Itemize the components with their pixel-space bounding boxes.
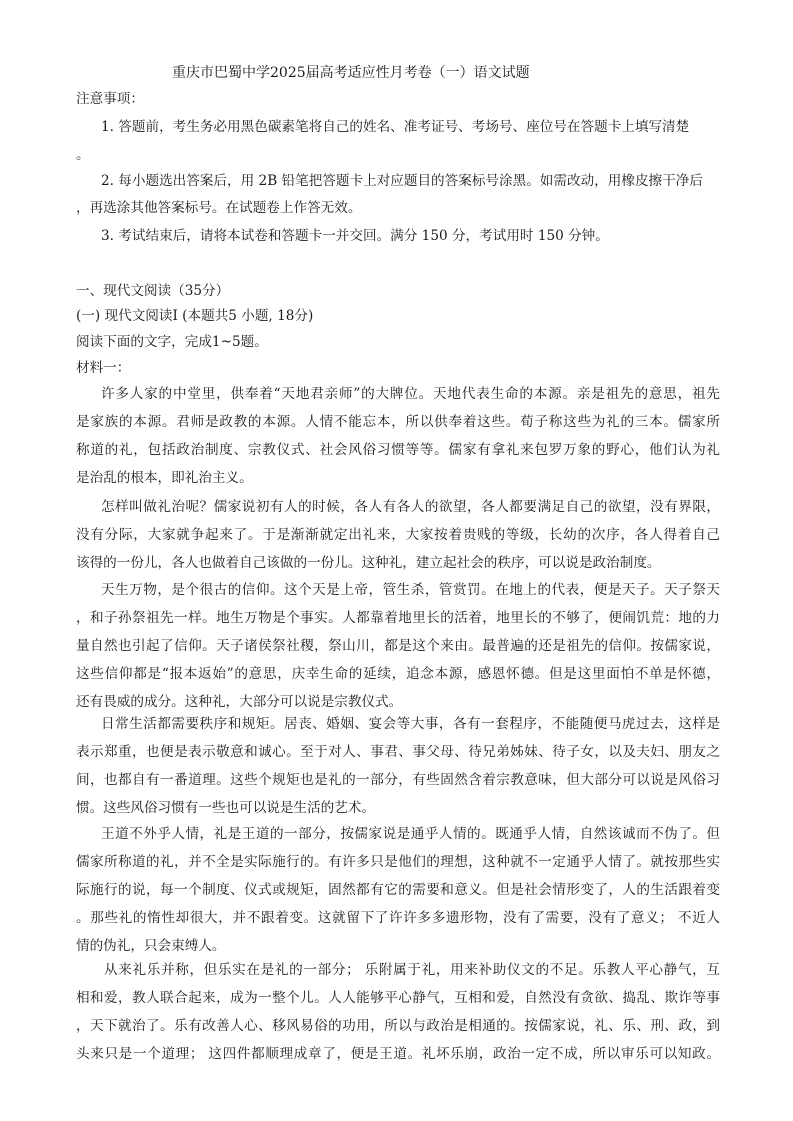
notice-1-line-1: 1. 答题前，考生务必用黑色碳素笔将自己的姓名、准考证号、考场号、座位号在答题卡上填写清楚	[101, 119, 690, 135]
paragraph-line: 儒家所称道的礼，并不全是实际施行的。有许多只是他们的理想，这种就不一定通乎人情了。就按那些实	[76, 854, 720, 870]
paragraph-line: 际施行的说，每一个制度、仪式或规矩，固然都有它的需要和意义。但是社会情形变了，人的生活跟着变	[76, 882, 720, 898]
paragraph-line: 是治乱的根本，即礼治主义。	[76, 470, 253, 486]
paragraph-4	[76, 710, 720, 822]
paragraph-line: 王道不外乎人情，礼是王道的一部分，按儒家说是通乎人情的。既通乎人情，自然该诚而不伪了。但	[101, 826, 720, 842]
paragraph-line: 该得的一份儿，各人也做着自己该做的一份儿。这种礼，建立起社会的秩序，可以说是政治制度。	[76, 555, 661, 571]
notice-3-line-1: 3. 考试结束后，请将本试卷和答题卡一并交回。满分 150 分，考试用时 150 分钟。	[101, 228, 609, 244]
paragraph-line: 许多人家的中堂里，供奉着“天地君亲师”的大牌位。天地代表生命的本源。亲是祖先的意思，祖先	[101, 386, 720, 402]
paragraph-5	[76, 820, 720, 960]
paragraph-line: 间，也都自有一番道理。这些个规矩也是礼的一部分，有些固然含着宗教意味，但大部分可以说是风俗习	[76, 772, 720, 788]
paragraph-line: 相和爱，教人联合起来，成为一整个儿。人人能够平心静气，互相和爱，自然没有贪欲、捣乱、欺诈等事	[76, 990, 720, 1006]
paragraph-line: 头来只是一个道理； 这四件都顺理成章了，便是王道。礼坏乐崩，政治一定不成，所以审乐可以知政。	[76, 1046, 720, 1062]
paragraph-line: 怎样叫做礼治呢？儒家说初有人的时候，各人有各人的欲望，各人都要满足自己的欲望，没有界限，	[101, 499, 720, 515]
paragraph-line: 没有分际，大家就争起来了。于是渐渐就定出礼来，大家按着贵贱的等级，长幼的次序，各人得着自己	[76, 527, 720, 543]
paragraph-line: ，和子孙祭祖先一样。地生万物是个事实。人都靠着地里长的活着，地里长的不够了，便闹饥荒：地的力	[76, 610, 720, 626]
paragraph-line: ，天下就治了。乐有改善人心、移风易俗的功用，所以与政治是相通的。按儒家说，礼、乐、刑、政，到	[76, 1018, 720, 1034]
paragraph-1	[76, 380, 720, 492]
section-heading: 一、现代文阅读（35分）	[76, 283, 230, 299]
paragraph-line: 还有畏威的成分。这种礼，大部分可以说是宗教仪式。	[76, 694, 403, 710]
paragraph-3	[76, 576, 720, 716]
paragraph-line: 表示郑重，也便是表示敬意和诚心。至于对人、事君、事父母、待兄弟姊妹、待子女，以及夫妇、朋友之	[76, 744, 720, 760]
paragraph-line: 天生万物，是个很古的信仰。这个天是上帝，管生杀，管赏罚。在地上的代表，便是天子。天子祭天	[101, 582, 720, 598]
paragraph-2	[76, 493, 720, 577]
paragraph-line: 称道的礼，包括政治制度、宗教仪式、社会风俗习惯等等。儒家有拿礼来包罗万象的野心，他们认为礼	[76, 442, 720, 458]
paragraph-line: 这些信仰都是“报本返始”的意思，庆幸生命的延续，追念本源，感恩怀德。但是这里面怕不单是怀德，	[76, 666, 720, 682]
paragraph-line: 日常生活都需要秩序和规矩。居丧、婚姻、宴会等大事，各有一套程序，不能随便马虎过去，这样是	[101, 716, 720, 732]
notice-2-line-1: 2. 每小题选出答案后，用 2B 铅笔把答题卡上对应题目的答案标号涂黑。如需改动，用橡皮擦干净后	[101, 173, 703, 189]
exam-title: 重庆市巴蜀中学2025届高考适应性月考卷（一）语文试题	[172, 65, 530, 81]
paragraph-line: 从来礼乐并称，但乐实在是礼的一部分； 乐附属于礼，用来补助仪文的不足。乐教人平心静气，互	[104, 962, 720, 978]
paragraph-6	[76, 956, 720, 1068]
notice-1-line-2: 。	[76, 147, 90, 163]
paragraph-line: 。那些礼的惰性却很大，并不跟着变。这就留下了许许多多遗形物，没有了需要，没有了意义； 不近人	[76, 910, 720, 926]
reading-instruction: 阅读下面的文字，完成1~5题。	[76, 334, 268, 350]
notice-2-line-2: ，再选涂其他答案标号。在试题卷上作答无效。	[76, 200, 362, 216]
paragraph-line: 量自然也引起了信仰。天子诸侯祭社稷，祭山川，都是这个来由。最普遍的还是祖先的信仰。按儒家说，	[76, 638, 720, 654]
notice-heading: 注意事项：	[76, 91, 144, 107]
paragraph-line: 是家族的本源。君师是政教的本源。人情不能忘本，所以供奉着这些。荀子称这些为礼的三本。儒家所	[76, 414, 720, 430]
material-label: 材料一：	[76, 360, 131, 376]
subsection-heading: (一) 现代文阅读Ⅰ (本题共5 小题, 18分)	[76, 308, 314, 324]
paragraph-line: 情的伪礼，只会束缚人。	[76, 938, 226, 954]
paragraph-line: 惯。这些风俗习惯有一些也可以说是生活的艺术。	[76, 800, 376, 816]
